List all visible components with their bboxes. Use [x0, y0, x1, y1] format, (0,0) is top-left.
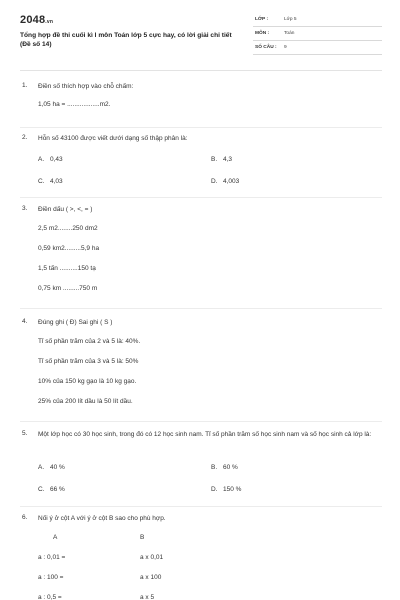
question-3	[20, 205, 382, 300]
meta-row-subject	[253, 28, 382, 41]
question-1	[20, 82, 382, 122]
statement-line: Tỉ số phần trăm của 2 và 5 là: 40%.	[38, 338, 141, 345]
page-header	[20, 14, 382, 66]
question-number: 4.	[22, 318, 28, 325]
question-divider	[20, 421, 382, 422]
option-value: 40 %	[50, 464, 65, 471]
statement-line: Tỉ số phần trăm của 3 và 5 là: 50%	[38, 358, 139, 365]
meta-row-count	[253, 42, 382, 55]
option-value: 4,003	[223, 178, 240, 185]
question-divider	[20, 127, 382, 128]
option-key: D.	[211, 178, 218, 185]
answer-option-a[interactable]	[38, 156, 63, 163]
page-title: Tổng hợp đề thi cuối kì I môn Toán lớp 5 cực hay, có lời giải chi tiết (Đề số 14)	[20, 32, 232, 48]
meta-label: MÔN :	[255, 31, 270, 36]
meta-label: SỐ CÂU :	[255, 45, 277, 50]
exam-meta	[253, 14, 382, 56]
question-text: Nối ý ở cột A với ý ở cột B sao cho phù hợp.	[38, 515, 166, 522]
meta-value: Lớp 5	[284, 17, 297, 22]
option-value: 66 %	[50, 486, 65, 493]
option-key: C.	[38, 178, 45, 185]
option-value: 60 %	[223, 464, 238, 471]
compare-line: 1,5 tấn ..........150 tạ	[38, 265, 96, 272]
logo-text: 2048	[20, 14, 46, 26]
question-text: Điền dấu ( >, <, = )	[38, 206, 93, 213]
compare-line: 0,59 km2.........5,9 ha	[38, 245, 100, 252]
question-4	[20, 318, 382, 413]
question-2	[20, 134, 382, 194]
question-number: 2.	[22, 134, 28, 141]
question-divider	[20, 308, 382, 309]
column-a-item[interactable]: a : 100 =	[38, 574, 64, 581]
statement-line: 10% của 150 kg gạo là 10 kg gạo.	[38, 378, 137, 385]
option-key: A.	[38, 464, 45, 471]
meta-label: LỚP :	[255, 17, 269, 22]
option-value: 4,3	[223, 156, 233, 163]
option-key: B.	[211, 464, 218, 471]
question-number: 1.	[22, 82, 28, 89]
compare-line: 0,75 km .........750 m	[38, 285, 98, 292]
column-b-header: B	[140, 534, 145, 541]
answer-option-b[interactable]	[211, 464, 238, 471]
column-b-item[interactable]: a x 100	[140, 574, 162, 581]
column-a-item[interactable]: a : 0,5 =	[38, 594, 62, 600]
compare-line: 2,5 m2........250 dm2	[38, 225, 98, 232]
question-number: 3.	[22, 205, 28, 212]
meta-value: 9	[284, 45, 287, 50]
option-value: 4,03	[50, 178, 63, 185]
option-value: 150 %	[223, 486, 242, 493]
question-number: 6.	[22, 514, 28, 521]
question-text: Một lớp học có 30 học sinh, trong đó có 12 học sinh nam. Tỉ số phần trăm số học sinh nam và số học sinh cả lớp là:	[38, 431, 372, 438]
answer-option-b[interactable]	[211, 156, 232, 163]
column-b-item[interactable]: a x 0,01	[140, 554, 164, 561]
answer-option-d[interactable]	[211, 178, 239, 185]
question-number: 5.	[22, 430, 28, 437]
column-a-header: A	[53, 534, 58, 541]
option-key: A.	[38, 156, 45, 163]
fill-in-line: 1,05 ha = ..................m2.	[38, 101, 111, 108]
option-value: 0,43	[50, 156, 63, 163]
question-divider	[20, 506, 382, 507]
option-key: B.	[211, 156, 218, 163]
header-divider	[20, 70, 382, 71]
logo-suffix: .vn	[45, 19, 54, 25]
question-text: Điền số thích hợp vào chỗ chấm:	[38, 83, 134, 90]
column-b-item[interactable]: a x 5	[140, 594, 155, 600]
question-divider	[20, 197, 382, 198]
statement-line: 25% của 200 lít dầu là 50 lít dầu.	[38, 398, 133, 405]
question-5	[20, 430, 382, 500]
column-a-item[interactable]: a : 0,01 =	[38, 554, 66, 561]
site-logo[interactable]	[20, 14, 53, 26]
answer-option-d[interactable]	[211, 486, 241, 493]
meta-row-grade	[253, 14, 382, 27]
answer-option-c[interactable]	[38, 486, 65, 493]
option-key: D.	[211, 486, 218, 493]
option-key: C.	[38, 486, 45, 493]
answer-option-c[interactable]	[38, 178, 63, 185]
meta-value: Toán	[284, 31, 295, 36]
answer-option-a[interactable]	[38, 464, 65, 471]
question-text: Hỗn số 43100 được viết dưới dạng số thập phân là:	[38, 135, 188, 142]
question-text: Đúng ghi ( Đ) Sai ghi ( S )	[38, 319, 113, 326]
question-6	[20, 514, 382, 600]
